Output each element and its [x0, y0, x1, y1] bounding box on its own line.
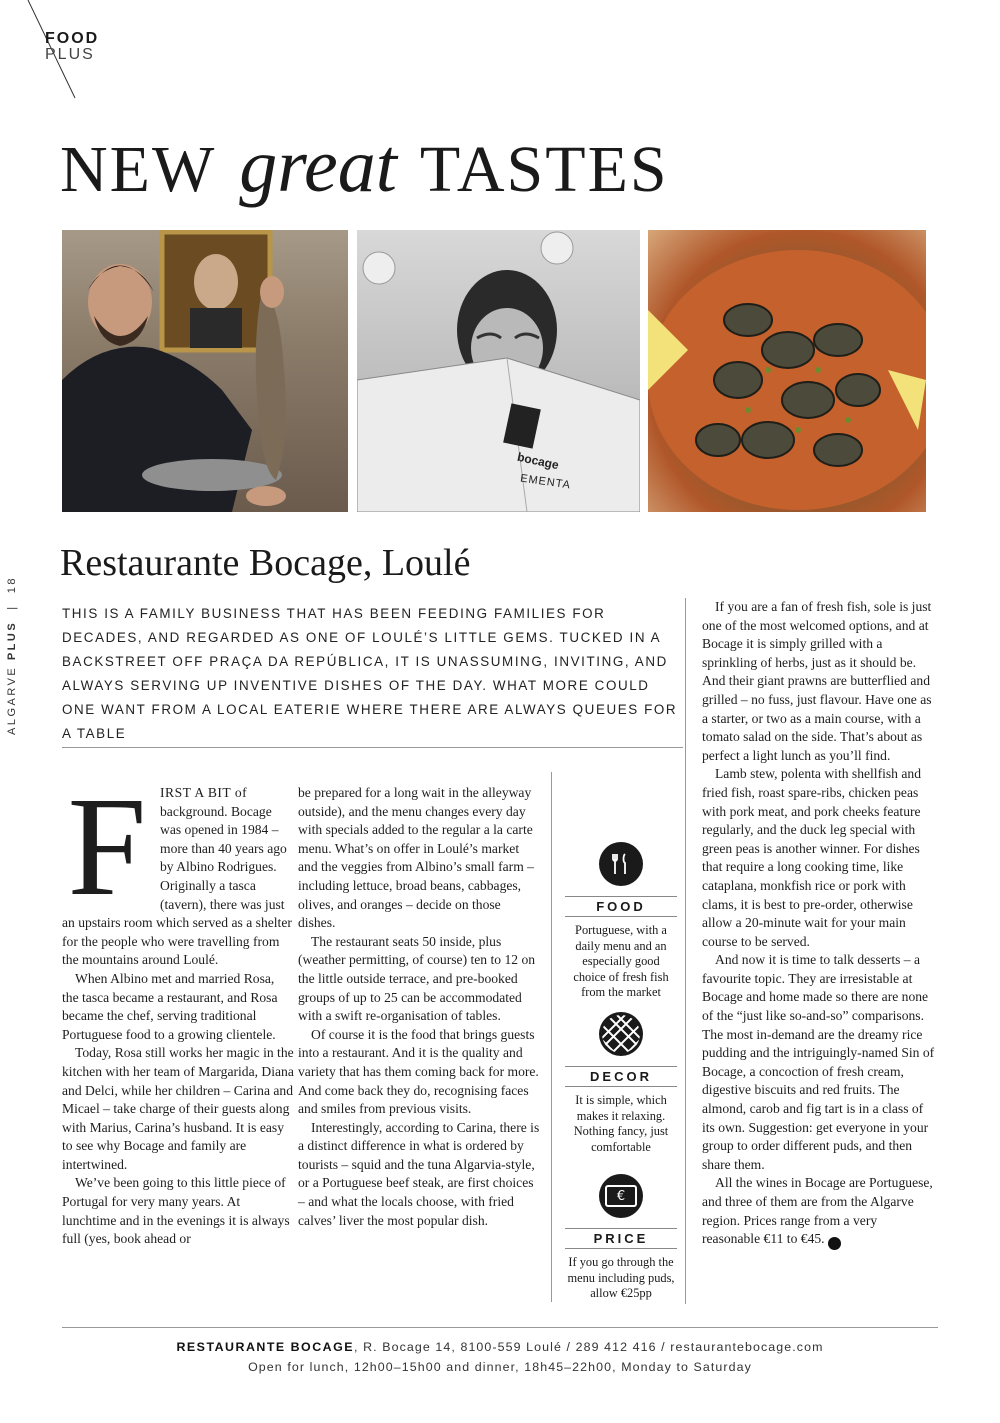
headline-word-1: NEW	[60, 133, 217, 206]
info-box-decor	[565, 1012, 677, 1155]
article-paragraph: When Albino met and married Rosa, the tasca became a restaurant, and Rosa became the chef, serving traditional Portuguese food to a growing clientele.	[62, 970, 278, 1042]
section-tag-line2: PLUS	[45, 46, 95, 63]
article-paragraph: Of course it is the food that brings guests into a restaurant. And it is the quality and variety that has them coming back for more. And come back they do, recognising faces and smiles from previous visits.	[298, 1026, 539, 1117]
page-number: 18	[6, 575, 18, 594]
footer-divider	[62, 1327, 938, 1328]
side-page-label: ALGARVE PLUS | 18	[6, 575, 18, 735]
menu-illustration	[357, 230, 640, 512]
article-column-2	[298, 784, 540, 1230]
info-body-food: Portuguese, with a daily menu and an especially good choice of fresh fish from the market	[573, 923, 669, 999]
section-tag-line1: FOOD	[45, 30, 100, 47]
page-headline	[60, 124, 669, 208]
drop-cap: F	[67, 767, 147, 925]
column-divider	[551, 772, 552, 1302]
article-paragraph: Interestingly, according to Carina, there is a distinct difference in what is ordered by tourists – squid and the tuna Algarvia-style, or a Portuguese beef steak, are first choices – and what the locals choose, with fried calves’ liver the most popular dish.	[298, 1119, 540, 1228]
article-column-1	[62, 767, 294, 1249]
article-paragraph	[702, 1174, 938, 1250]
footer-restaurant-name: RESTAURANTE BOCAGE	[176, 1340, 354, 1354]
column-divider	[685, 598, 686, 1304]
photo-chef-with-fish	[62, 230, 348, 512]
menu-brand-text: bocage	[516, 449, 561, 473]
side-brand-bold: PLUS	[6, 620, 18, 661]
article-paragraph: We’ve been going to this little piece of Portugal for very many years. At lunchtime and in the evenings it is always full (yes, book ahead or	[62, 1175, 290, 1247]
menu-ementa-text: EMENTA	[519, 472, 572, 492]
euro-symbol: €	[605, 1185, 637, 1207]
article-paragraph: Today, Rosa still works her magic in the kitchen with her team of Margarida, Diana and Delci, while her children – Carina and Micael – take charge of their guests along with Marius, Carina’s husband. It is easy to see why Bocage and family are intertwined.	[62, 1045, 294, 1172]
side-brand: ALGARVE	[6, 665, 18, 735]
headline-word-2: great	[239, 124, 397, 208]
photo-woman-reading-menu	[357, 230, 640, 512]
section-tag	[45, 30, 99, 64]
footer-hours: Open for lunch, 12h00–15h00 and dinner, 18h45–22h00, Monday to Saturday	[248, 1360, 752, 1374]
intro-divider	[62, 747, 683, 748]
article-paragraph: And now it is time to talk desserts – a favourite topic. They are irresistable at Bocage and home made so there are none of the “just like so-and-so” comparisons. The most in-demand are the dreamy rice pudding and the intriguingly-named Sin of Bocage, a concoction of fresh cream, digestive biscuits and red fruits. The almond, carob and fig tart is in a class of its own. Suggestion: get everyone in your group to order different puds, and then share them.	[702, 952, 935, 1172]
fork-knife-icon	[599, 842, 643, 886]
article-paragraph: The restaurant seats 50 inside, plus (weather permitting, of course) ten to 12 on the little outside terrace, and pre-booked groups of up to 25 can be accommodated with a swift re-organisation of tables.	[298, 933, 536, 1024]
info-body-price: If you go through the menu including puds, allow €25pp	[567, 1255, 675, 1300]
intro-standfirst: THIS IS A FAMILY BUSINESS THAT HAS BEEN FEEDING FAMILIES FOR DECADES, AND REGARDED AS ONE OF LOULÉ’S LITTLE GEMS. TUCKED IN A BACKSTREET OFF PRAÇA DA REPÚBLICA, IT IS UNASSUMING, INVITING, AND ALWAYS SERVING UP INVENTIVE DISHES OF THE DAY. WHAT MORE COULD ONE WANT FROM A LOCAL EATERIE WHERE THERE ARE ALWAYS QUEUES FOR A TABLE	[62, 606, 678, 741]
woven-pattern-icon	[599, 1012, 643, 1056]
info-box-price	[565, 1174, 677, 1302]
info-title-food: FOOD	[565, 896, 677, 917]
restaurant-details-footer	[62, 1337, 938, 1377]
footer-address: , R. Bocage 14, 8100-559 Loulé / 289 412 416 / restaurantebocage.com	[354, 1340, 824, 1354]
restaurant-title: Restaurante Bocage, Loulé	[60, 542, 471, 584]
article-paragraph: Lamb stew, polenta with shellfish and fried fish, roast spare-ribs, chicken peas with pork meat, and pork cheeks feature regularly, and the duck leg special with green peas is another winner. For dishes that require a long cooking time, like cataplana, monkfish rice or pork with clams, it is best to pre-order, otherwise allow a 20-minute wait for your main course to be served.	[702, 766, 922, 949]
end-mark-icon: AP	[828, 1237, 841, 1250]
clams-illustration	[648, 230, 926, 512]
article-paragraph: If you are a fan of fresh fish, sole is just one of the most welcomed options, and at Bocage it is simply grilled with a sprinkling of herbs, just as it should be. And their giant prawns are butterflied and grilled – no fuss, just flavour. Have one as a starter, or two as a main course, with a tomato salad on the side. That’s about as perfect a light lunch as you’ll find.	[702, 599, 932, 763]
photo-clams-dish	[648, 230, 926, 512]
chef-illustration	[62, 230, 348, 512]
article-paragraph: be prepared for a long wait in the alleyway outside), and the menu changes every day with specials added to the regular a la carte menu. What’s on offer in Loulé’s market and the veggies from Albino’s small farm – including lettuce, broad beans, cabbages, olives, and oranges – decide on those dishes.	[298, 785, 534, 931]
info-box-food	[565, 842, 677, 1001]
article-text: background. Bocage was opened in 1984 – more than 40 years ago by Albino Rodrigues. Originally a tasca (tavern), there was just an upstairs room which served as a shelter for the people who were travelling from the mountains around Loulé.	[62, 803, 292, 968]
headline-word-3: TASTES	[419, 133, 669, 206]
article-text: All the wines in Bocage are Portuguese, and three of them are from the Algarve region. Prices range from a very reasonable €11 to €45.	[702, 1175, 933, 1247]
info-body-decor: It is simple, which makes it relaxing. Nothing fancy, just comfortable	[573, 1093, 669, 1154]
article-column-3	[702, 598, 938, 1250]
footer-line-1	[62, 1337, 938, 1357]
info-title-price: PRICE	[565, 1228, 677, 1249]
opening-words: IRST A BIT of	[160, 785, 248, 800]
info-title-decor: DECOR	[565, 1066, 677, 1087]
euro-note-icon	[599, 1174, 643, 1218]
